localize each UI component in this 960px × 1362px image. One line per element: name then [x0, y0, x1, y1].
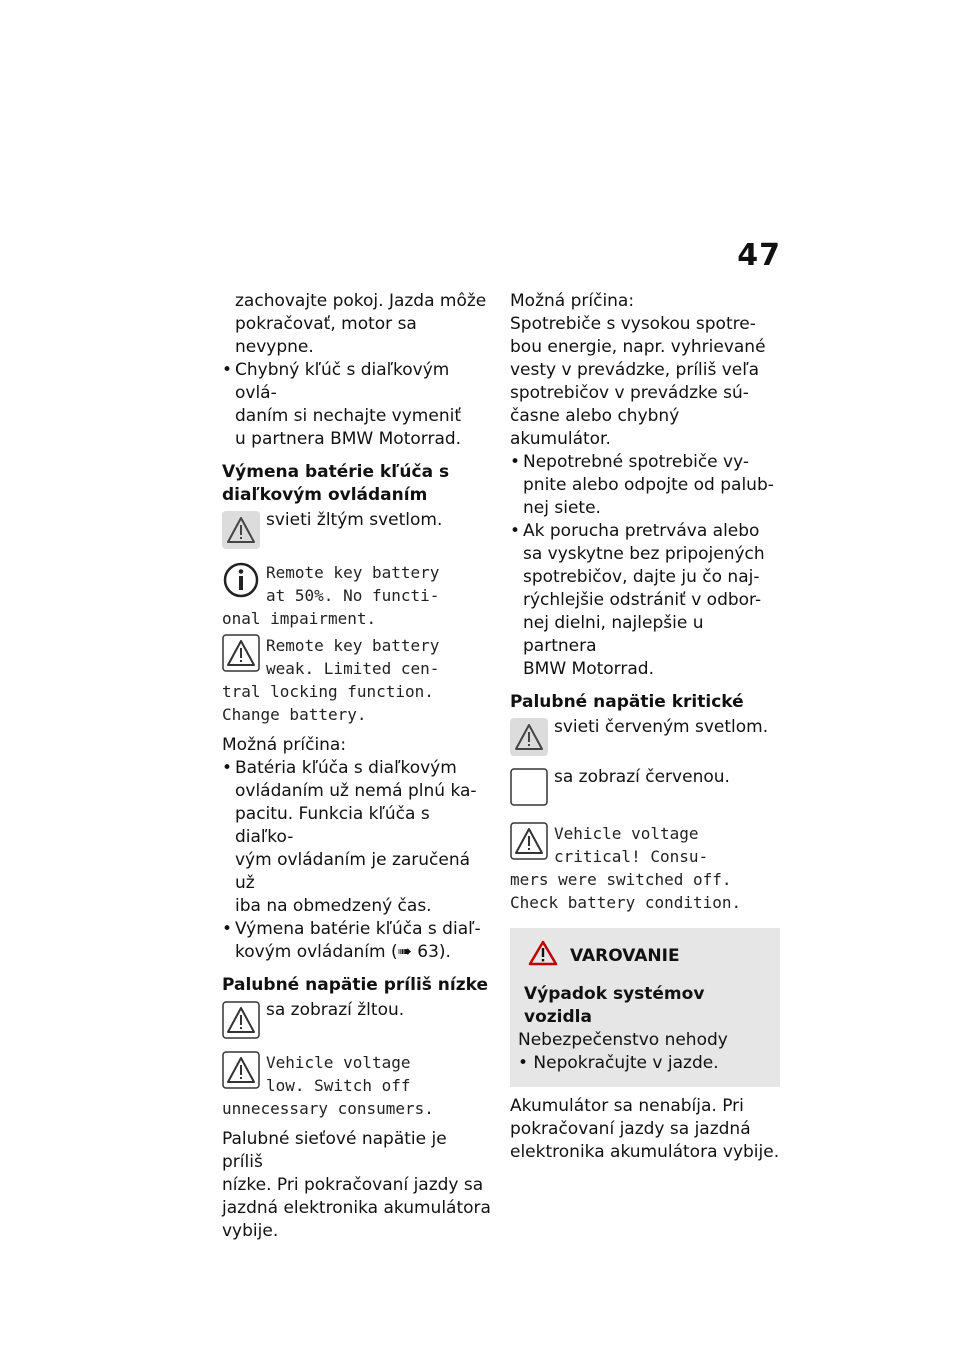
message-line: low. Switch off	[266, 1076, 411, 1095]
message-line: Vehicle voltage	[554, 824, 699, 843]
paragraph-line: nízke. Pri pokračovaní jazdy sa	[222, 1175, 484, 1195]
cause-line: spotrebičov v prevádzke sú-	[510, 383, 749, 403]
section-heading	[222, 461, 492, 507]
cause-line: Spotrebiče s vysokou spotre-	[510, 314, 756, 334]
list-item	[222, 757, 492, 918]
indicator-text: sa zobrazí červenou.	[554, 767, 730, 787]
display-message	[222, 559, 492, 630]
cause-line: vesty v prevádzke, príliš veľa	[510, 360, 760, 380]
intro-line: zachovajte pokoj. Jazda môže	[235, 291, 487, 311]
warning-title: VAROVANIE	[570, 946, 680, 966]
right-column	[510, 290, 780, 1164]
list-item-line: • Nepotrebné spotrebiče vy-	[523, 452, 750, 472]
warning-subtitle: Výpadok systémov vozidla	[524, 984, 705, 1027]
list-item-line: • Výmena batérie kľúča s diaľ-	[235, 919, 481, 939]
list-item-line: pacitu. Funkcia kľúča s diaľko-	[235, 804, 430, 847]
paragraph-line: elektronika akumulátora vybije.	[510, 1142, 780, 1162]
cause-label: Možná príčina:	[510, 291, 635, 311]
paragraph-line: Akumulátor sa nenabíja. Pri	[510, 1096, 744, 1116]
display-message	[222, 1049, 492, 1120]
cause-line: časne alebo chybný akumulátor.	[510, 406, 680, 449]
message-line: Check battery condition.	[510, 893, 742, 912]
info-icon	[222, 561, 260, 599]
list-item-line: nej dielni, najlepšie u partnera	[523, 613, 704, 656]
list-item	[510, 451, 780, 520]
paragraph-line: Palubné sieťové napätie je príliš	[222, 1129, 447, 1172]
list-item-line: sa vyskytne bez pripojených	[523, 544, 765, 564]
list-item-line: • Chybný kľúč s diaľkovým ovlá-	[235, 360, 450, 403]
warning-triangle-icon	[510, 718, 548, 756]
warning-box	[510, 928, 780, 1087]
list-item-line: daním si nechajte vymeniť	[235, 406, 461, 426]
heading-line: Výmena batérie kľúča s	[222, 462, 450, 482]
indicator-row	[222, 509, 492, 549]
message-line: Remote key battery	[266, 636, 440, 655]
left-column	[222, 290, 492, 1243]
list-item-line: • Ak porucha pretrváva alebo	[523, 521, 760, 541]
message-line: Remote key battery	[266, 563, 440, 582]
paragraph-line: vybije.	[222, 1221, 279, 1241]
message-line: weak. Limited cen-	[266, 659, 440, 678]
indicator-text: sa zobrazí žltou.	[266, 1000, 405, 1020]
paragraph-line: jazdná elektronika akumulátora	[222, 1198, 491, 1218]
list-item-line: • Batéria kľúča s diaľkovým	[235, 758, 457, 778]
cause-line: bou energie, napr. vyhrievané	[510, 337, 766, 357]
paragraph-line: pokračovaní jazdy sa jazdná	[510, 1119, 751, 1139]
indicator-row	[222, 999, 492, 1039]
indicator-row	[510, 766, 780, 806]
list-item	[510, 520, 780, 681]
section-heading: Palubné napätie príliš nízke	[222, 975, 489, 995]
indicator-text: svieti žltým svetlom.	[266, 510, 443, 530]
list-item-line: nej siete.	[523, 498, 601, 518]
warning-triangle-icon	[222, 1051, 260, 1089]
message-line: mers were switched off.	[510, 870, 732, 889]
warning-triangle-icon	[222, 1001, 260, 1039]
warning-triangle-icon	[510, 822, 548, 860]
list-item-line: u partnera BMW Motorrad.	[235, 429, 462, 449]
list-item-line: vým ovládaním je zaručená už	[235, 850, 471, 893]
page-number: 47	[737, 238, 781, 273]
list-item	[222, 918, 492, 964]
message-line: Vehicle voltage	[266, 1053, 411, 1072]
warning-exclamation-icon	[528, 940, 558, 973]
display-message	[222, 632, 492, 726]
list-item-line: iba na obmedzený čas.	[235, 896, 432, 916]
indicator-row	[510, 716, 780, 756]
intro-line: pokračovať, motor sa nevypne.	[235, 314, 417, 357]
message-line: tral locking function.	[222, 682, 434, 701]
message-line: at 50%. No functi-	[266, 586, 440, 605]
message-line: Change battery.	[222, 705, 367, 724]
indicator-text: svieti červeným svetlom.	[554, 717, 769, 737]
display-message	[510, 820, 780, 914]
warning-text: • Nepokračujte v jazde.	[518, 1053, 719, 1073]
heading-line: diaľkovým ovládaním	[222, 485, 428, 505]
warning-text: Nebezpečenstvo nehody	[518, 1030, 728, 1050]
list-item	[222, 359, 492, 451]
list-item-line: ovládaním už nemá plnú ka-	[235, 781, 477, 801]
list-item-line[interactable]: kovým ovládaním (➠ 63).	[235, 942, 451, 962]
warning-triangle-icon	[222, 511, 260, 549]
list-item-line: pnite alebo odpojte od palub-	[523, 475, 774, 495]
list-item-line: BMW Motorrad.	[523, 659, 654, 679]
section-heading: Palubné napätie kritické	[510, 692, 744, 712]
list-item-line: rýchlejšie odstrániť v odbor-	[523, 590, 762, 610]
display-frame-icon	[510, 768, 548, 806]
warning-triangle-icon	[222, 634, 260, 672]
message-line: unnecessary consumers.	[222, 1099, 434, 1118]
message-line: onal impairment.	[222, 609, 377, 628]
cause-label: Možná príčina:	[222, 735, 347, 755]
message-line: critical! Consu-	[554, 847, 709, 866]
list-item-line: spotrebičov, dajte ju čo naj-	[523, 567, 760, 587]
